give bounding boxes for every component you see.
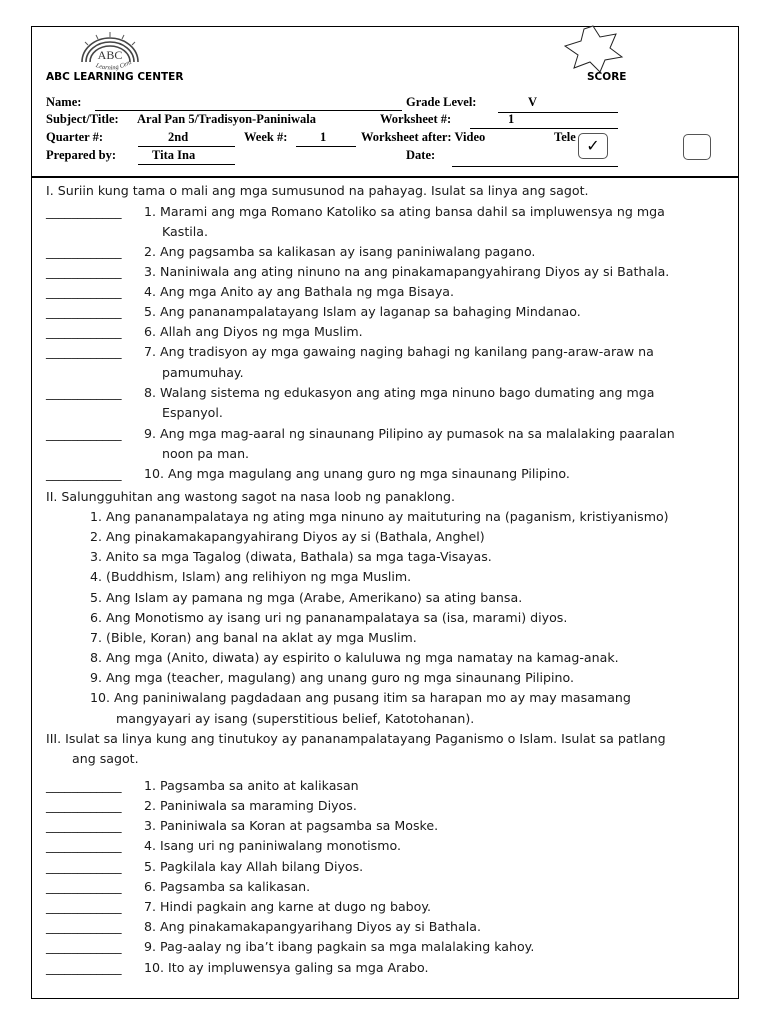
list-item: _____9. Pag-aalay ng iba’t ibang pagkain sa mga malalaking kahoy. (46, 939, 726, 954)
name-field[interactable] (95, 110, 402, 111)
week-label: Week #: (244, 130, 288, 144)
list-item: 5. Ang Islam ay pamana ng mga (Arabe, Amerikano) sa ating bansa. (90, 590, 523, 605)
logo-subtext: Learning Cent (94, 58, 133, 72)
list-item: 8. Ang mga (Anito, diwata) ay espirito o kaluluwa ng mga namatay na kamag-anak. (90, 650, 619, 665)
answer-blank[interactable] (46, 304, 144, 319)
answer-blank[interactable] (46, 838, 144, 853)
prepared-by-line (138, 164, 235, 165)
prepared-by-label: Prepared by: (46, 148, 117, 162)
list-item: _____8. Ang pinakamakapangyarihang Diyos ay si Bathala. (46, 919, 726, 934)
list-item: 4. (Buddhism, Islam) ang relihiyon ng mga Muslim. (90, 569, 412, 584)
quarter-label: Quarter #: (46, 130, 104, 144)
list-item: 1. Ang pananampalataya ng ating mga ninuno ay maituturing na (paganism, kristiyanismo) (90, 509, 669, 524)
section2-instruction: II. Salungguhitan ang wastong sagot na nasa loob ng panaklong. (46, 489, 455, 504)
list-item: 7. (Bible, Koran) ang banal na aklat ay mga Muslim. (90, 630, 417, 645)
list-item: 2. Ang pinakamakapangyahirang Diyos ay si (Bathala, Anghel) (90, 529, 485, 544)
list-item: _____8. Walang sistema ng edukasyon ang ating mga ninuno bago dumating ang mga (46, 385, 726, 400)
list-item: _____10. Ito ay impluwensya galing sa mga Arabo. (46, 960, 726, 975)
list-item: _____10. Ang mga magulang ang unang guro ng mga sinaunang Pilipino. (46, 466, 726, 481)
list-item: _____6. Allah ang Diyos ng mga Muslim. (46, 324, 726, 339)
section3-instruction-continuation: ang sagot. (72, 751, 139, 766)
list-item: 3. Anito sa mga Tagalog (diwata, Bathala) sa mga taga-Visayas. (90, 549, 492, 564)
answer-blank[interactable] (46, 344, 144, 359)
tele-label: Tele (554, 130, 576, 144)
list-item: _____3. Paniniwala sa Koran at pagsamba sa Moske. (46, 818, 726, 833)
week-value: 1 (320, 130, 327, 144)
answer-blank[interactable] (46, 879, 144, 894)
list-item: _____7. Hindi pagkain ang karne at dugo ng baboy. (46, 899, 726, 914)
answer-blank[interactable] (46, 466, 144, 481)
worksheet-body-box (31, 177, 739, 999)
tele-checkbox[interactable] (578, 133, 608, 159)
grade-level-line (498, 112, 618, 113)
answer-blank[interactable] (46, 919, 144, 934)
date-label: Date: (406, 148, 436, 162)
worksheet-value: 1 (508, 112, 515, 126)
list-item: _____1. Pagsamba sa anito at kalikasan (46, 778, 726, 793)
logo-abc-text: ABC (97, 48, 123, 62)
answer-blank[interactable] (46, 899, 144, 914)
list-item: _____3. Naniniwala ang ating ninuno na ang pinakamapangyahirang Diyos ay si Bathala. (46, 264, 726, 279)
name-label: Name: (46, 95, 82, 109)
week-line (296, 146, 356, 147)
school-logo (74, 30, 146, 74)
answer-blank[interactable] (46, 244, 144, 259)
worksheet-line (470, 128, 618, 129)
answer-blank[interactable] (46, 960, 144, 975)
school-name: ABC LEARNING CENTER (46, 71, 184, 83)
quarter-value: 2nd (168, 130, 189, 144)
answer-blank[interactable] (46, 385, 144, 400)
check-icon: ✓ (586, 136, 600, 155)
answer-blank[interactable] (46, 859, 144, 874)
list-item: _____4. Ang mga Anito ay ang Bathala ng mga Bisaya. (46, 284, 726, 299)
list-item: 10. Ang paniniwalang pagdadaan ang pusang itim sa harapan mo ay may masamang (90, 690, 631, 705)
worksheet-after-label: Worksheet after: Video (361, 130, 486, 144)
prepared-by-value: Tita Ina (152, 148, 196, 162)
list-item: _____2. Paniniwala sa maraming Diyos. (46, 798, 726, 813)
subject-label: Subject/Title: (46, 112, 119, 126)
grade-level-value: V (528, 95, 538, 109)
answer-blank[interactable] (46, 798, 144, 813)
section3-instruction: III. Isulat sa linya kung ang tinutukoy ay pananampalatayang Paganismo o Islam. Isulat sa patlang (46, 731, 666, 746)
quarter-line (138, 146, 235, 147)
list-item-continuation: pamumuhay. (162, 365, 244, 380)
list-item: _____9. Ang mga mag-aaral ng sinaunang Pilipino ay pumasok na sa malalaking paaralan (46, 426, 726, 441)
list-item-continuation: Kastila. (162, 224, 208, 239)
answer-blank[interactable] (46, 324, 144, 339)
score-star-icon (562, 24, 624, 74)
list-item: _____2. Ang pagsamba sa kalikasan ay isang paniniwalang pagano. (46, 244, 726, 259)
answer-blank[interactable] (46, 264, 144, 279)
grade-level-label: Grade Level: (406, 95, 477, 109)
list-item: _____4. Isang uri ng paniniwalang monotismo. (46, 838, 726, 853)
list-item: _____5. Ang pananampalatayang Islam ay laganap sa bahaging Mindanao. (46, 304, 726, 319)
list-item-continuation: Espanyol. (162, 405, 223, 420)
answer-blank[interactable] (46, 818, 144, 833)
answer-blank[interactable] (46, 284, 144, 299)
empty-checkbox[interactable] (683, 134, 711, 160)
list-item: _____1. Marami ang mga Romano Katoliko sa ating bansa dahil sa impluwensya ng mga (46, 204, 726, 219)
list-item: 9. Ang mga (teacher, magulang) ang unang guro ng mga sinaunang Pilipino. (90, 670, 574, 685)
section1-instruction: I. Suriin kung tama o mali ang mga sumusunod na pahayag. Isulat sa linya ang sagot. (46, 183, 589, 198)
worksheet-label: Worksheet #: (380, 112, 452, 126)
subject-value: Aral Pan 5/Tradisyon-Paniniwala (137, 112, 316, 126)
list-item: _____5. Pagkilala kay Allah bilang Diyos. (46, 859, 726, 874)
answer-blank[interactable] (46, 426, 144, 441)
list-item-continuation: noon pa man. (162, 446, 250, 461)
answer-blank[interactable] (46, 939, 144, 954)
answer-blank[interactable] (46, 778, 144, 793)
list-item: 6. Ang Monotismo ay isang uri ng pananampalataya sa (isa, marami) diyos. (90, 610, 568, 625)
score-label: SCORE (587, 71, 627, 83)
list-item: _____7. Ang tradisyon ay mga gawaing naging bahagi ng kanilang pang-araw-araw na (46, 344, 726, 359)
list-item: _____6. Pagsamba sa kalikasan. (46, 879, 726, 894)
answer-blank[interactable] (46, 204, 144, 219)
date-field[interactable] (452, 166, 618, 167)
list-item-continuation: mangyayari ay isang (superstitious belief, Katotohanan). (116, 711, 475, 726)
